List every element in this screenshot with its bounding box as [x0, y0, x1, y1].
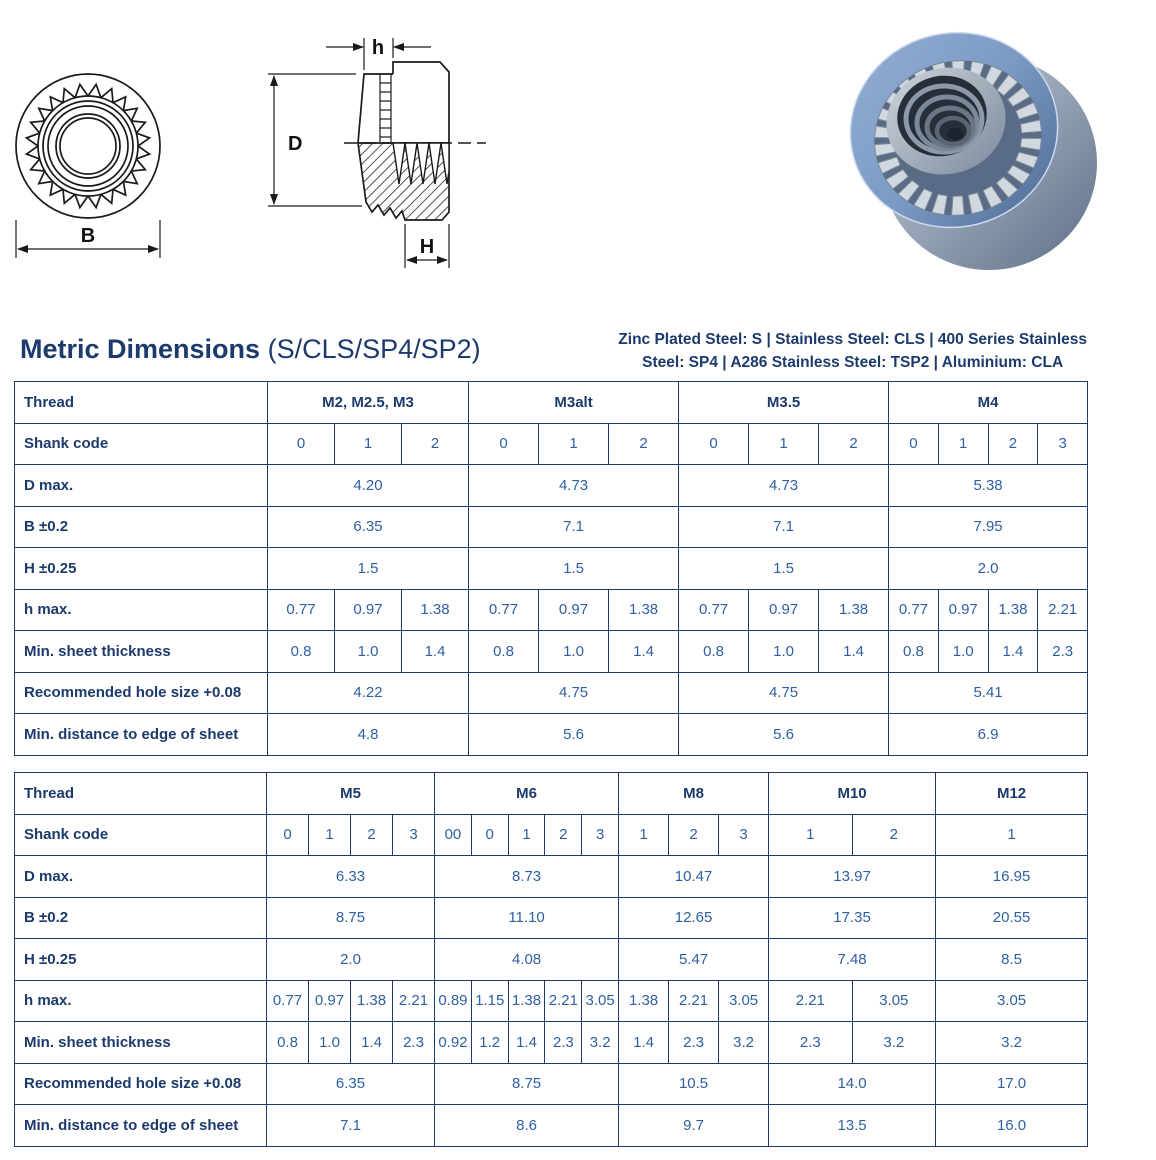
shank-code-cell: 3 [1038, 423, 1088, 465]
big-h-dimension [405, 224, 449, 268]
value-cell: 1.0 [335, 631, 402, 673]
value-cell: 1.2 [471, 1022, 508, 1064]
shank-code-cell: 1 [508, 814, 545, 856]
value-cell: 10.5 [619, 1063, 769, 1105]
bore-circle [56, 114, 120, 178]
shank-code-cell: 3 [582, 814, 619, 856]
value-cell: 2.21 [769, 980, 853, 1022]
value-cell: 2.3 [545, 1022, 582, 1064]
value-cell: 1.15 [471, 980, 508, 1022]
value-cell: 4.75 [679, 672, 889, 714]
value-cell: 16.95 [936, 856, 1088, 898]
upper-profile [358, 62, 449, 143]
value-cell: 1.38 [351, 980, 393, 1022]
value-cell: 14.0 [769, 1063, 936, 1105]
value-cell: 13.97 [769, 856, 936, 898]
value-cell: 6.35 [267, 1063, 435, 1105]
row-label: H ±0.25 [15, 939, 267, 981]
value-cell: 3.2 [852, 1022, 936, 1064]
value-cell: 3.2 [719, 1022, 769, 1064]
value-cell: 1.38 [819, 589, 889, 631]
shank-code-cell: 1 [769, 814, 853, 856]
thread-group-header: M8 [619, 773, 769, 815]
value-cell: 12.65 [619, 897, 769, 939]
row-label: Recommended hole size +0.08 [15, 1063, 267, 1105]
value-cell: 1.4 [609, 631, 679, 673]
value-cell: 0.8 [679, 631, 749, 673]
row-label: D max. [15, 465, 268, 507]
value-cell: 6.9 [889, 714, 1088, 756]
value-cell: 2.3 [393, 1022, 435, 1064]
value-cell: 20.55 [936, 897, 1088, 939]
value-cell: 0.8 [469, 631, 539, 673]
b-dimension-label: B [80, 225, 96, 247]
shank-code-cell: 2 [669, 814, 719, 856]
value-cell: 0.97 [938, 589, 988, 631]
shank-code-cell: 2 [545, 814, 582, 856]
dimensions-table [14, 772, 1088, 1147]
material-codes-line1: Zinc Plated Steel: S | Stainless Steel: CLS | 400 Series Stainless [618, 331, 1087, 348]
value-cell: 0.8 [268, 631, 335, 673]
shank-code-cell: 0 [469, 423, 539, 465]
value-cell: 2.21 [1038, 589, 1088, 631]
thread-coils [906, 86, 982, 152]
value-cell: 2.3 [769, 1022, 853, 1064]
shank-code-cell: 1 [335, 423, 402, 465]
value-cell: 8.75 [267, 897, 435, 939]
value-cell: 1.4 [351, 1022, 393, 1064]
row-label: H ±0.25 [15, 548, 268, 590]
value-cell: 0.77 [268, 589, 335, 631]
d-dimension [268, 74, 362, 206]
value-cell: 0.97 [309, 980, 351, 1022]
value-cell: 7.1 [267, 1105, 435, 1147]
shank-code-cell: 0 [268, 423, 335, 465]
value-cell: 8.5 [936, 939, 1088, 981]
nut-section-view-drawing [252, 16, 497, 284]
value-cell: 1.4 [508, 1022, 545, 1064]
value-cell: 5.38 [889, 465, 1088, 507]
shank-code-cell: 1 [749, 423, 819, 465]
shank-code-cell: 3 [393, 814, 435, 856]
value-cell: 0.77 [469, 589, 539, 631]
value-cell: 1.5 [469, 548, 679, 590]
thread-group-header: M10 [769, 773, 936, 815]
shank-code-cell: 1 [309, 814, 351, 856]
value-cell: 17.0 [936, 1063, 1088, 1105]
value-cell: 4.8 [268, 714, 469, 756]
thread-group-header: M2, M2.5, M3 [268, 382, 469, 424]
value-cell: 4.22 [268, 672, 469, 714]
thread-group-header: M6 [435, 773, 619, 815]
value-cell: 1.5 [679, 548, 889, 590]
page-title-paren: (S/CLS/SP4/SP2) [267, 334, 481, 364]
row-label: Min. sheet thickness [15, 1022, 267, 1064]
material-codes-line2: Steel: SP4 | A286 Stainless Steel: TSP2 | Aluminium: CLA [642, 354, 1064, 371]
value-cell: 1.38 [508, 980, 545, 1022]
row-label: Min. distance to edge of sheet [15, 714, 268, 756]
value-cell: 7.1 [469, 506, 679, 548]
value-cell: 0.8 [889, 631, 939, 673]
value-cell: 8.75 [435, 1063, 619, 1105]
value-cell: 8.6 [435, 1105, 619, 1147]
material-codes [618, 326, 1087, 374]
row-label: B ±0.2 [15, 506, 268, 548]
value-cell: 10.47 [619, 856, 769, 898]
row-label-thread: Thread [15, 382, 268, 424]
value-cell: 3.2 [582, 1022, 619, 1064]
serration-base-circle [38, 96, 138, 196]
page-title-bold: Metric Dimensions [20, 334, 261, 364]
shank-code-cell: 2 [988, 423, 1038, 465]
value-cell: 2.3 [1038, 631, 1088, 673]
title-row [20, 326, 1087, 374]
row-label: h max. [15, 589, 268, 631]
dimensions-table [14, 381, 1088, 756]
value-cell: 16.0 [936, 1105, 1088, 1147]
value-cell: 2.21 [545, 980, 582, 1022]
thread-group-header: M3.5 [679, 382, 889, 424]
value-cell: 2.0 [267, 939, 435, 981]
value-cell: 0.77 [267, 980, 309, 1022]
shank-code-cell: 0 [889, 423, 939, 465]
h-dimension [326, 37, 431, 70]
shank-code-cell: 2 [351, 814, 393, 856]
value-cell: 6.33 [267, 856, 435, 898]
thread-ladder [380, 83, 391, 137]
value-cell: 5.6 [679, 714, 889, 756]
shank-code-cell: 1 [938, 423, 988, 465]
value-cell: 3.05 [719, 980, 769, 1022]
value-cell: 4.73 [469, 465, 679, 507]
value-cell: 0.97 [749, 589, 819, 631]
value-cell: 2.3 [669, 1022, 719, 1064]
row-label: Recommended hole size +0.08 [15, 672, 268, 714]
row-label: B ±0.2 [15, 897, 267, 939]
shank-code-cell: 0 [267, 814, 309, 856]
value-cell: 1.0 [749, 631, 819, 673]
value-cell: 4.08 [435, 939, 619, 981]
value-cell: 1.0 [309, 1022, 351, 1064]
value-cell: 5.47 [619, 939, 769, 981]
thread-group-header: M4 [889, 382, 1088, 424]
serration-teeth [27, 85, 150, 208]
value-cell: 1.38 [609, 589, 679, 631]
value-cell: 1.38 [402, 589, 469, 631]
value-cell: 2.0 [889, 548, 1088, 590]
value-cell: 13.5 [769, 1105, 936, 1147]
value-cell: 1.38 [988, 589, 1038, 631]
value-cell: 3.2 [936, 1022, 1088, 1064]
value-cell: 7.95 [889, 506, 1088, 548]
value-cell: 6.35 [268, 506, 469, 548]
nut-top-view-drawing [6, 68, 181, 273]
shank-code-cell: 00 [435, 814, 472, 856]
h-dimension-label: h [371, 37, 385, 59]
value-cell: 3.05 [936, 980, 1088, 1022]
value-cell: 0.8 [267, 1022, 309, 1064]
shank-code-cell: 2 [852, 814, 936, 856]
row-label: Min. distance to edge of sheet [15, 1105, 267, 1147]
value-cell: 1.0 [938, 631, 988, 673]
value-cell: 1.5 [268, 548, 469, 590]
value-cell: 1.0 [539, 631, 609, 673]
value-cell: 7.48 [769, 939, 936, 981]
bore-inner-circle [60, 118, 116, 174]
value-cell: 1.4 [988, 631, 1038, 673]
value-cell: 11.10 [435, 897, 619, 939]
value-cell: 17.35 [769, 897, 936, 939]
row-label-thread: Thread [15, 773, 267, 815]
shank-code-cell: 0 [471, 814, 508, 856]
value-cell: 0.89 [435, 980, 472, 1022]
thread-group-header: M3alt [469, 382, 679, 424]
shank-code-cell: 3 [719, 814, 769, 856]
d-dimension-label: D [288, 133, 303, 155]
value-cell: 9.7 [619, 1105, 769, 1147]
thread-group-header: M12 [936, 773, 1088, 815]
value-cell: 4.75 [469, 672, 679, 714]
row-label-shank-code: Shank code [15, 423, 268, 465]
value-cell: 5.6 [469, 714, 679, 756]
value-cell: 8.73 [435, 856, 619, 898]
thread-group-header: M5 [267, 773, 435, 815]
shank-code-cell: 2 [819, 423, 889, 465]
value-cell: 0.77 [679, 589, 749, 631]
value-cell: 1.4 [819, 631, 889, 673]
value-cell: 3.05 [582, 980, 619, 1022]
value-cell: 1.4 [619, 1022, 669, 1064]
big-h-dimension-label: H [419, 236, 435, 258]
shank-code-cell: 1 [539, 423, 609, 465]
value-cell: 0.97 [335, 589, 402, 631]
value-cell: 0.97 [539, 589, 609, 631]
value-cell: 1.38 [619, 980, 669, 1022]
shank-code-cell: 1 [619, 814, 669, 856]
value-cell: 4.73 [679, 465, 889, 507]
value-cell: 7.1 [679, 506, 889, 548]
shank-code-cell: 0 [679, 423, 749, 465]
row-label: h max. [15, 980, 267, 1022]
nut-3d-render [826, 10, 1101, 290]
shank-code-cell: 2 [609, 423, 679, 465]
shank-code-cell: 2 [402, 423, 469, 465]
value-cell: 0.77 [889, 589, 939, 631]
metric-table-upper [14, 381, 1088, 756]
value-cell: 2.21 [393, 980, 435, 1022]
value-cell: 5.41 [889, 672, 1088, 714]
metric-table-lower [14, 772, 1088, 1147]
value-cell: 4.20 [268, 465, 469, 507]
row-label: D max. [15, 856, 267, 898]
value-cell: 3.05 [852, 980, 936, 1022]
b-dimension [16, 220, 160, 258]
row-label-shank-code: Shank code [15, 814, 267, 856]
value-cell: 1.4 [402, 631, 469, 673]
row-label: Min. sheet thickness [15, 631, 268, 673]
value-cell: 2.21 [669, 980, 719, 1022]
value-cell: 0.92 [435, 1022, 472, 1064]
page-title [20, 334, 481, 365]
shank-code-cell: 1 [936, 814, 1088, 856]
